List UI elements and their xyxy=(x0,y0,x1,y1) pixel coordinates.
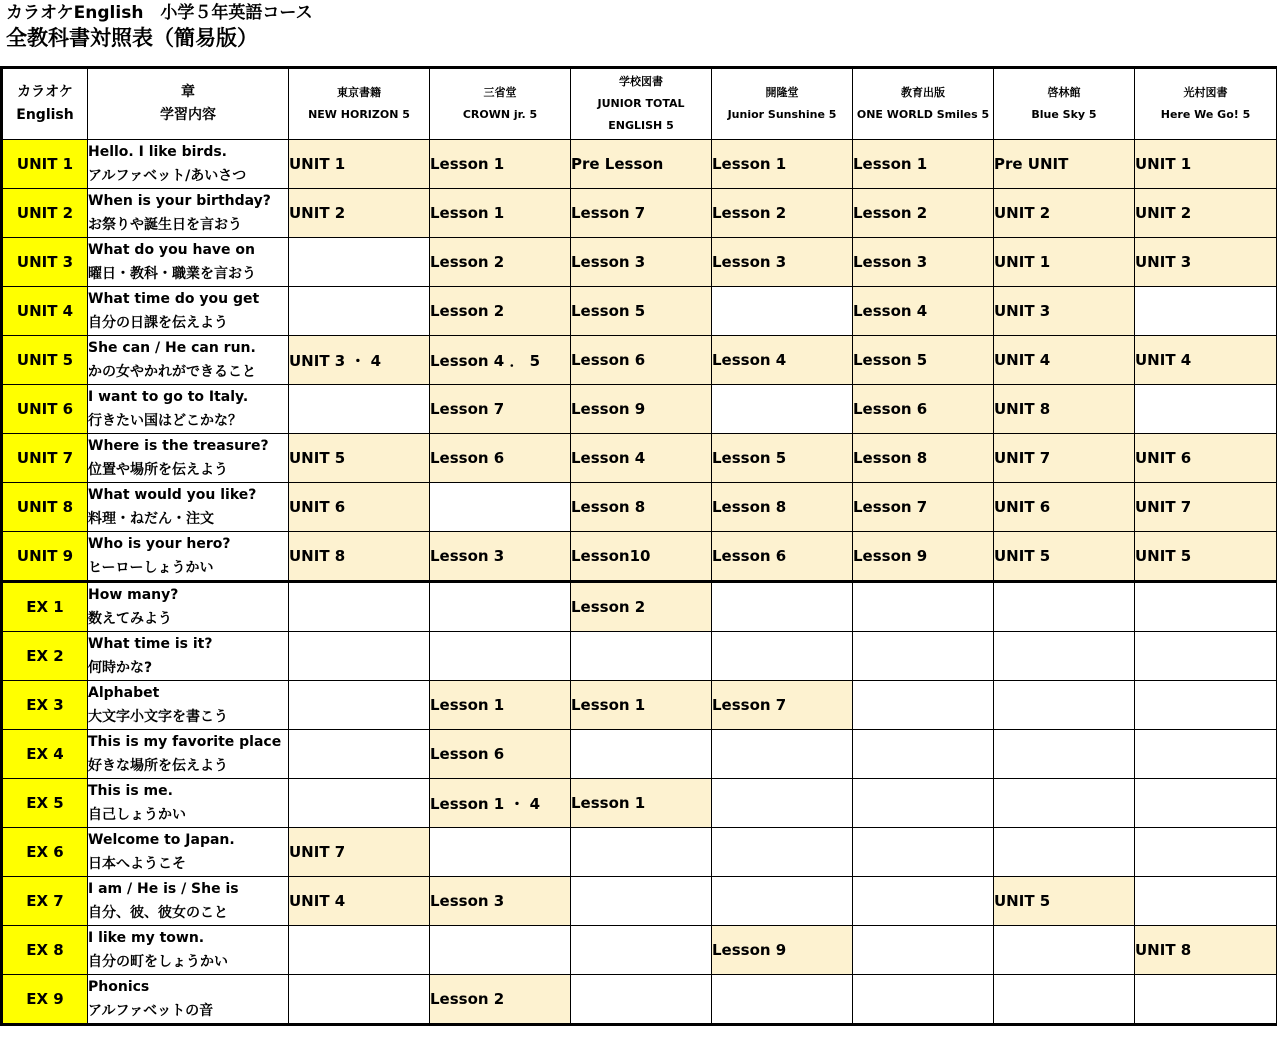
lesson-cell-mitsumura xyxy=(1135,287,1277,336)
lesson-cell-sanseido: Lesson 7 xyxy=(430,385,571,434)
chapter-title-en: This is my favorite place xyxy=(88,734,282,750)
karaoke-unit-code: EX 8 xyxy=(2,926,88,975)
chapter-title-en: What time do you get xyxy=(88,291,260,307)
chapter-title-en: What would you like? xyxy=(88,487,257,503)
lesson-cell-tokyo-shoseki xyxy=(289,730,430,779)
karaoke-unit-code: EX 1 xyxy=(2,582,88,632)
chapter-content xyxy=(88,189,289,238)
karaoke-unit-code: UNIT 2 xyxy=(2,189,88,238)
lesson-cell-kyoiku-shuppan xyxy=(853,681,994,730)
lesson-cell-gakko-tosho: Lesson 1 xyxy=(571,681,712,730)
lesson-cell-sanseido: Lesson 1 xyxy=(430,189,571,238)
lesson-cell-sanseido: Lesson 1 xyxy=(430,140,571,189)
table-row xyxy=(2,238,1277,287)
karaoke-unit-code: EX 3 xyxy=(2,681,88,730)
table-row xyxy=(2,681,1277,730)
header-karaoke-line2: English xyxy=(16,107,74,123)
lesson-cell-gakko-tosho xyxy=(571,877,712,926)
lesson-cell-kyoiku-shuppan: Lesson 5 xyxy=(853,336,994,385)
chapter-content xyxy=(88,385,289,434)
lesson-cell-keirinkan: UNIT 7 xyxy=(994,434,1135,483)
lesson-cell-sanseido: Lesson 1 ・ 4 xyxy=(430,779,571,828)
textbook-name: CROWN jr. 5 xyxy=(462,108,538,121)
lesson-cell-kairyudo xyxy=(712,632,853,681)
lesson-cell-gakko-tosho: Lesson 3 xyxy=(571,238,712,287)
chapter-description-jp: 自分の町をしょうかい xyxy=(88,954,228,970)
lesson-cell-kairyudo: Lesson 9 xyxy=(712,926,853,975)
chapter-content xyxy=(88,434,289,483)
lesson-cell-gakko-tosho: Lesson 9 xyxy=(571,385,712,434)
chapter-content xyxy=(88,779,289,828)
chapter-description-jp: 自己しょうかい xyxy=(88,807,186,823)
lesson-cell-mitsumura: UNIT 6 xyxy=(1135,434,1277,483)
table-row xyxy=(2,483,1277,532)
chapter-title-en: Hello. I like birds. xyxy=(88,144,228,160)
lesson-cell-mitsumura: UNIT 7 xyxy=(1135,483,1277,532)
publisher-name: 啓林館 xyxy=(1047,86,1081,99)
lesson-cell-gakko-tosho: Pre Lesson xyxy=(571,140,712,189)
chapter-description-jp: 料理・ねだん・注文 xyxy=(88,511,214,527)
lesson-cell-gakko-tosho: Lesson10 xyxy=(571,532,712,582)
lesson-cell-mitsumura xyxy=(1135,877,1277,926)
lesson-cell-kyoiku-shuppan: Lesson 3 xyxy=(853,238,994,287)
lesson-cell-kairyudo: Lesson 5 xyxy=(712,434,853,483)
lesson-cell-kyoiku-shuppan xyxy=(853,582,994,632)
lesson-cell-tokyo-shoseki: UNIT 6 xyxy=(289,483,430,532)
lesson-cell-keirinkan xyxy=(994,926,1135,975)
lesson-cell-mitsumura: UNIT 2 xyxy=(1135,189,1277,238)
lesson-cell-keirinkan: UNIT 8 xyxy=(994,385,1135,434)
table-row xyxy=(2,582,1277,632)
chapter-content xyxy=(88,632,289,681)
chapter-content xyxy=(88,582,289,632)
lesson-cell-tokyo-shoseki xyxy=(289,975,430,1025)
chapter-description-jp: お祭りや誕生日を言おう xyxy=(88,217,242,233)
chapter-title-en: What do you have on xyxy=(88,242,256,258)
table-row xyxy=(2,532,1277,582)
chapter-content xyxy=(88,730,289,779)
lesson-cell-kairyudo: Lesson 7 xyxy=(712,681,853,730)
header-chapter-line1: 章 xyxy=(181,84,195,100)
lesson-cell-gakko-tosho xyxy=(571,926,712,975)
lesson-cell-tokyo-shoseki: UNIT 1 xyxy=(289,140,430,189)
lesson-cell-keirinkan: UNIT 6 xyxy=(994,483,1135,532)
karaoke-unit-code: EX 7 xyxy=(2,877,88,926)
chapter-description-jp: 数えてみよう xyxy=(88,611,172,627)
chapter-description-jp: 大文字小文字を書こう xyxy=(88,709,228,725)
lesson-cell-sanseido: Lesson 2 xyxy=(430,287,571,336)
lesson-cell-mitsumura: UNIT 8 xyxy=(1135,926,1277,975)
karaoke-unit-code: EX 2 xyxy=(2,632,88,681)
publisher-name: 光村図書 xyxy=(1183,86,1228,99)
chapter-content xyxy=(88,532,289,582)
publisher-name: 開隆堂 xyxy=(765,86,799,99)
lesson-cell-tokyo-shoseki: UNIT 2 xyxy=(289,189,430,238)
textbook-name: Blue Sky 5 xyxy=(1031,108,1097,121)
lesson-cell-kairyudo: Lesson 2 xyxy=(712,189,853,238)
lesson-cell-keirinkan xyxy=(994,681,1135,730)
chapter-description-jp: アルファベットの音 xyxy=(88,1003,214,1019)
lesson-cell-kyoiku-shuppan: Lesson 7 xyxy=(853,483,994,532)
table-row xyxy=(2,828,1277,877)
header-publisher-keirinkan xyxy=(994,68,1135,140)
lesson-cell-gakko-tosho xyxy=(571,828,712,877)
lesson-cell-keirinkan xyxy=(994,779,1135,828)
lesson-cell-mitsumura xyxy=(1135,681,1277,730)
lesson-cell-sanseido xyxy=(430,582,571,632)
karaoke-unit-code: UNIT 1 xyxy=(2,140,88,189)
karaoke-unit-code: EX 4 xyxy=(2,730,88,779)
lesson-cell-gakko-tosho: Lesson 2 xyxy=(571,582,712,632)
publisher-name: 三省堂 xyxy=(483,86,517,99)
karaoke-unit-code: UNIT 3 xyxy=(2,238,88,287)
table-title: 全教科書対照表（簡易版） xyxy=(6,26,258,50)
publisher-name: 学校図書 xyxy=(619,75,663,88)
lesson-cell-kairyudo: Lesson 3 xyxy=(712,238,853,287)
chapter-description-jp: 自分、彼、彼女のこと xyxy=(88,905,228,921)
lesson-cell-mitsumura xyxy=(1135,385,1277,434)
chapter-content xyxy=(88,238,289,287)
chapter-content xyxy=(88,828,289,877)
table-row xyxy=(2,336,1277,385)
karaoke-unit-code: UNIT 9 xyxy=(2,532,88,582)
lesson-cell-sanseido xyxy=(430,828,571,877)
table-row xyxy=(2,434,1277,483)
lesson-cell-mitsumura xyxy=(1135,975,1277,1025)
lesson-cell-mitsumura xyxy=(1135,779,1277,828)
lesson-cell-kairyudo: Lesson 6 xyxy=(712,532,853,582)
table-row xyxy=(2,287,1277,336)
lesson-cell-sanseido: Lesson 3 xyxy=(430,532,571,582)
chapter-title-en: What time is it? xyxy=(88,636,213,652)
lesson-cell-kyoiku-shuppan: Lesson 8 xyxy=(853,434,994,483)
lesson-cell-tokyo-shoseki xyxy=(289,779,430,828)
chapter-content xyxy=(88,483,289,532)
lesson-cell-kairyudo xyxy=(712,779,853,828)
chapter-description-jp: ヒーローしょうかい xyxy=(88,560,214,576)
chapter-content xyxy=(88,140,289,189)
table-row xyxy=(2,877,1277,926)
publisher-name: 東京書籍 xyxy=(337,86,381,99)
header-publisher-mitsumura xyxy=(1135,68,1277,140)
lesson-cell-keirinkan xyxy=(994,828,1135,877)
header-publisher-kairyudo xyxy=(712,68,853,140)
chapter-title-en: I want to go to Italy. xyxy=(88,389,249,405)
lesson-cell-sanseido xyxy=(430,926,571,975)
textbook-name: Junior Sunshine 5 xyxy=(727,108,837,121)
chapter-title-en: Who is your hero? xyxy=(88,536,231,552)
table-row xyxy=(2,189,1277,238)
lesson-cell-sanseido: Lesson 3 xyxy=(430,877,571,926)
header-row xyxy=(2,68,1277,140)
table-body xyxy=(2,140,1277,1025)
karaoke-unit-code: EX 5 xyxy=(2,779,88,828)
lesson-cell-kairyudo xyxy=(712,828,853,877)
karaoke-unit-code: UNIT 7 xyxy=(2,434,88,483)
textbook-name: JUNIOR TOTAL xyxy=(597,97,685,110)
chapter-description-jp: かの女やかれができること xyxy=(88,364,256,380)
table-row xyxy=(2,632,1277,681)
chapter-title-en: Phonics xyxy=(88,979,150,995)
chapter-title-en: I am / He is / She is xyxy=(88,881,239,897)
lesson-cell-tokyo-shoseki xyxy=(289,238,430,287)
lesson-cell-kyoiku-shuppan: Lesson 1 xyxy=(853,140,994,189)
lesson-cell-mitsumura: UNIT 1 xyxy=(1135,140,1277,189)
chapter-description-jp: 行きたい国はどこかな？ xyxy=(88,413,242,429)
chapter-content xyxy=(88,877,289,926)
table-row xyxy=(2,385,1277,434)
lesson-cell-kairyudo xyxy=(712,582,853,632)
chapter-content xyxy=(88,681,289,730)
lesson-cell-mitsumura xyxy=(1135,730,1277,779)
table-row xyxy=(2,140,1277,189)
karaoke-unit-code: UNIT 4 xyxy=(2,287,88,336)
karaoke-unit-code: UNIT 8 xyxy=(2,483,88,532)
table-row xyxy=(2,730,1277,779)
chapter-content xyxy=(88,975,289,1025)
lesson-cell-keirinkan: Pre UNIT xyxy=(994,140,1135,189)
header-karaoke-line1: カラオケ xyxy=(17,84,73,100)
chapter-content xyxy=(88,336,289,385)
lesson-cell-mitsumura xyxy=(1135,828,1277,877)
lesson-cell-keirinkan xyxy=(994,975,1135,1025)
lesson-cell-tokyo-shoseki xyxy=(289,582,430,632)
lesson-cell-kyoiku-shuppan: Lesson 6 xyxy=(853,385,994,434)
lesson-cell-kyoiku-shuppan xyxy=(853,975,994,1025)
header-chapter-line2: 学習内容 xyxy=(160,107,216,123)
lesson-cell-sanseido xyxy=(430,632,571,681)
lesson-cell-mitsumura xyxy=(1135,632,1277,681)
textbook-comparison-table xyxy=(0,66,1277,1026)
chapter-content xyxy=(88,287,289,336)
lesson-cell-tokyo-shoseki xyxy=(289,681,430,730)
lesson-cell-kairyudo xyxy=(712,975,853,1025)
lesson-cell-kairyudo: Lesson 1 xyxy=(712,140,853,189)
chapter-description-jp: アルファベット/あいさつ xyxy=(88,168,247,184)
table-row xyxy=(2,779,1277,828)
lesson-cell-kyoiku-shuppan xyxy=(853,926,994,975)
karaoke-unit-code: EX 6 xyxy=(2,828,88,877)
lesson-cell-mitsumura: UNIT 5 xyxy=(1135,532,1277,582)
lesson-cell-sanseido: Lesson 1 xyxy=(430,681,571,730)
lesson-cell-gakko-tosho: Lesson 8 xyxy=(571,483,712,532)
textbook-name: NEW HORIZON 5 xyxy=(308,108,410,121)
lesson-cell-tokyo-shoseki xyxy=(289,632,430,681)
header-publisher-kyoiku-shuppan xyxy=(853,68,994,140)
lesson-cell-keirinkan: UNIT 1 xyxy=(994,238,1135,287)
lesson-cell-tokyo-shoseki xyxy=(289,385,430,434)
lesson-cell-kairyudo: Lesson 4 xyxy=(712,336,853,385)
chapter-title-en: Alphabet xyxy=(88,685,160,701)
lesson-cell-tokyo-shoseki: UNIT 5 xyxy=(289,434,430,483)
lesson-cell-tokyo-shoseki: UNIT 3 ・ 4 xyxy=(289,336,430,385)
chapter-title-en: I like my town. xyxy=(88,930,205,946)
header-publisher-gakko-tosho xyxy=(571,68,712,140)
lesson-cell-kyoiku-shuppan xyxy=(853,730,994,779)
lesson-cell-sanseido: Lesson 6 xyxy=(430,434,571,483)
lesson-cell-tokyo-shoseki: UNIT 4 xyxy=(289,877,430,926)
chapter-title-en: Welcome to Japan. xyxy=(88,832,235,848)
header-chapter xyxy=(88,68,289,140)
lesson-cell-sanseido: Lesson 2 xyxy=(430,238,571,287)
chapter-description-jp: 日本へようこそ xyxy=(88,856,186,872)
lesson-cell-keirinkan: UNIT 5 xyxy=(994,532,1135,582)
chapter-title-en: How many? xyxy=(88,587,179,603)
lesson-cell-keirinkan: UNIT 3 xyxy=(994,287,1135,336)
chapter-description-jp: 曜日・教科・職業を言おう xyxy=(88,266,256,282)
chapter-description-jp: 何時かな? xyxy=(88,660,153,676)
textbook-name-line2: ENGLISH 5 xyxy=(608,119,674,132)
lesson-cell-gakko-tosho: Lesson 7 xyxy=(571,189,712,238)
lesson-cell-kairyudo xyxy=(712,877,853,926)
karaoke-unit-code: UNIT 5 xyxy=(2,336,88,385)
chapter-title-en: Where is the treasure? xyxy=(88,438,269,454)
lesson-cell-keirinkan: UNIT 4 xyxy=(994,336,1135,385)
lesson-cell-kyoiku-shuppan: Lesson 4 xyxy=(853,287,994,336)
lesson-cell-gakko-tosho: Lesson 6 xyxy=(571,336,712,385)
table-row xyxy=(2,926,1277,975)
textbook-name: ONE WORLD Smiles 5 xyxy=(856,108,990,121)
karaoke-unit-code: UNIT 6 xyxy=(2,385,88,434)
lesson-cell-gakko-tosho: Lesson 4 xyxy=(571,434,712,483)
lesson-cell-sanseido: Lesson 6 xyxy=(430,730,571,779)
lesson-cell-sanseido: Lesson 4 ． 5 xyxy=(430,336,571,385)
lesson-cell-kairyudo xyxy=(712,385,853,434)
lesson-cell-tokyo-shoseki xyxy=(289,926,430,975)
lesson-cell-kairyudo xyxy=(712,730,853,779)
lesson-cell-sanseido xyxy=(430,483,571,532)
header-publisher-sanseido xyxy=(430,68,571,140)
lesson-cell-kairyudo: Lesson 8 xyxy=(712,483,853,532)
chapter-content xyxy=(88,926,289,975)
publisher-name: 教育出版 xyxy=(901,86,945,99)
lesson-cell-sanseido: Lesson 2 xyxy=(430,975,571,1025)
header-publisher-tokyo-shoseki xyxy=(289,68,430,140)
lesson-cell-mitsumura xyxy=(1135,582,1277,632)
lesson-cell-kyoiku-shuppan: Lesson 2 xyxy=(853,189,994,238)
karaoke-unit-code: EX 9 xyxy=(2,975,88,1025)
lesson-cell-kyoiku-shuppan xyxy=(853,632,994,681)
chapter-description-jp: 好きな場所を伝えよう xyxy=(88,758,228,774)
chapter-title-en: When is your birthday? xyxy=(88,193,271,209)
lesson-cell-gakko-tosho xyxy=(571,730,712,779)
chapter-description-jp: 自分の日課を伝えよう xyxy=(88,315,228,331)
lesson-cell-kairyudo xyxy=(712,287,853,336)
lesson-cell-keirinkan xyxy=(994,730,1135,779)
chapter-description-jp: 位置や場所を伝えよう xyxy=(88,462,228,478)
chapter-title-en: She can / He can run. xyxy=(88,340,256,356)
chapter-title-en: This is me. xyxy=(88,783,173,799)
header-karaoke xyxy=(2,68,88,140)
lesson-cell-kyoiku-shuppan xyxy=(853,779,994,828)
lesson-cell-gakko-tosho xyxy=(571,632,712,681)
lesson-cell-kyoiku-shuppan xyxy=(853,877,994,926)
course-title: カラオケEnglish 小学５年英語コース xyxy=(6,3,313,23)
lesson-cell-keirinkan: UNIT 5 xyxy=(994,877,1135,926)
lesson-cell-keirinkan xyxy=(994,582,1135,632)
lesson-cell-gakko-tosho xyxy=(571,975,712,1025)
lesson-cell-kyoiku-shuppan xyxy=(853,828,994,877)
lesson-cell-mitsumura: UNIT 4 xyxy=(1135,336,1277,385)
lesson-cell-tokyo-shoseki: UNIT 8 xyxy=(289,532,430,582)
lesson-cell-keirinkan xyxy=(994,632,1135,681)
lesson-cell-kyoiku-shuppan: Lesson 9 xyxy=(853,532,994,582)
lesson-cell-mitsumura: UNIT 3 xyxy=(1135,238,1277,287)
lesson-cell-keirinkan: UNIT 2 xyxy=(994,189,1135,238)
lesson-cell-tokyo-shoseki xyxy=(289,287,430,336)
lesson-cell-gakko-tosho: Lesson 5 xyxy=(571,287,712,336)
lesson-cell-gakko-tosho: Lesson 1 xyxy=(571,779,712,828)
textbook-name: Here We Go! 5 xyxy=(1160,108,1251,121)
table-row xyxy=(2,975,1277,1025)
lesson-cell-tokyo-shoseki: UNIT 7 xyxy=(289,828,430,877)
